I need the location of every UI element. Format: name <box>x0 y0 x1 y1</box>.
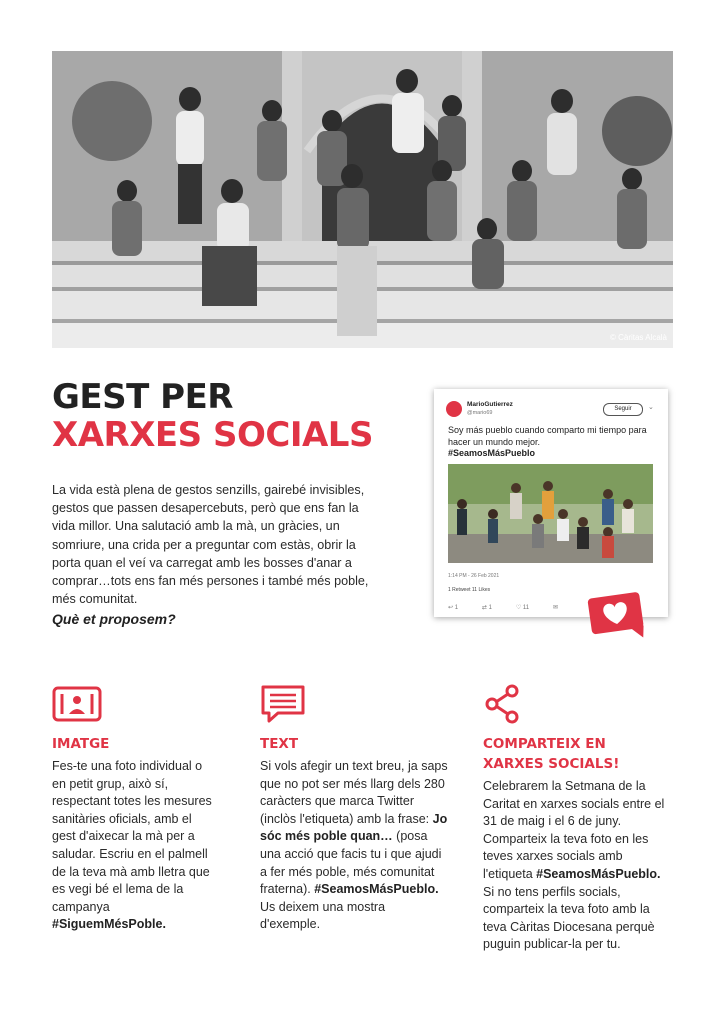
heart-badge-icon <box>586 591 648 641</box>
tweet-username: MarioGutierrez <box>467 401 513 408</box>
tweet-stats: 1 Retweet 11 Likes <box>448 587 491 593</box>
column-image-text <box>52 758 212 934</box>
column-image-body: Fes-te una foto individual o en petit grup, això sí, respectant totes les mesures sanitàries oficials, amb el gest d'aixecar la mà per a saludar. Escriu en el palmell de la teva mà amb lletra que es vegi bé el lema de la campanya <box>52 759 212 914</box>
proposal-heading: Què et proposem? <box>52 611 176 627</box>
column-image-heading: IMATGE <box>52 736 110 752</box>
title-line-1: GEST PER <box>52 377 233 417</box>
column-text-phrase: Jo sóc més poble quan… <box>260 811 448 844</box>
reply-icon[interactable]: ↩ 1 <box>448 605 459 611</box>
group-photo <box>52 51 673 348</box>
column-text-heading: TEXT <box>260 736 299 752</box>
tweet-body: Soy más pueblo cuando comparto mi tiempo para hacer un mundo mejor. <box>448 425 647 447</box>
title-line-2: XARXES SOCIALS <box>52 415 373 455</box>
column-text-text <box>260 758 448 934</box>
tweet-photo <box>448 464 653 563</box>
column-text-body-1: Si vols afegir un text breu, ja saps que no pot ser més llarg dels 280 caràcters que marca Twitter (inclòs l'etiqueta) amb la frase: <box>260 759 448 826</box>
avatar <box>446 401 462 417</box>
tweet-example <box>434 389 668 617</box>
column-image-hashtag: #SiguemMésPoble. <box>52 917 166 932</box>
like-icon[interactable]: ♡ 11 <box>515 605 530 611</box>
column-share-text <box>483 778 673 954</box>
photo-credit: © Càritas Alcalà <box>609 333 667 342</box>
column-share-heading <box>483 734 683 774</box>
tweet-text <box>448 425 658 460</box>
page-title <box>52 378 373 454</box>
column-share-heading-2: XARXES SOCIALS! <box>483 756 620 772</box>
column-share-heading-1: COMPARTEIX EN <box>483 736 606 752</box>
tweet-hashtag[interactable]: #SeamosMásPueblo <box>448 448 536 458</box>
column-share-body-1: Celebrarem la Setmana de la Caritat en xarxes socials entre el 31 de maig i el 6 de juny. Comparteix la teva foto en les teves xarxes socials amb l'etiqueta <box>483 779 665 881</box>
message-icon[interactable]: ✉ <box>552 605 558 611</box>
column-text-hashtag: #SeamosMásPueblo. <box>314 882 439 897</box>
retweet-icon[interactable]: ⇄ 1 <box>481 605 492 611</box>
tweet-actions <box>448 604 558 611</box>
chevron-down-icon[interactable]: ⌄ <box>648 404 654 411</box>
column-text-body-2: (posa una acció que facis tu i que ajudi a fer més poble, més comunitat fraterna). <box>260 829 442 897</box>
follow-button[interactable]: Seguir <box>603 403 643 416</box>
tweet-handle: @mario69 <box>467 410 493 416</box>
column-share-body-2: Si no tens perfils socials, comparteix la teva foto amb la teva Càritas Diocesana perquè puguin publicar-la per tu. <box>483 884 655 952</box>
column-share-hashtag: #SeamosMásPueblo. <box>536 866 661 881</box>
id-card-icon <box>52 684 104 724</box>
tweet-date: 1:14 PM - 26 Feb 2021 <box>448 573 500 579</box>
column-text-body-3: Us deixem una mostra d'exemple. <box>260 899 386 932</box>
share-icon <box>483 684 523 724</box>
intro-paragraph: La vida està plena de gestos senzills, gairebé invisibles, gestos que passen desapercebuts, però que ens fan la vida millor. Una salutació amb la mà, un gràcies, un somriure, una crida per a preguntar com estàs, obrir la porta quan el veí va carregat amb les bosses d'anar a comprar…tots ens fan més persones i també més poble, més comunitat. <box>52 483 369 607</box>
speech-bubble-icon <box>260 684 306 724</box>
